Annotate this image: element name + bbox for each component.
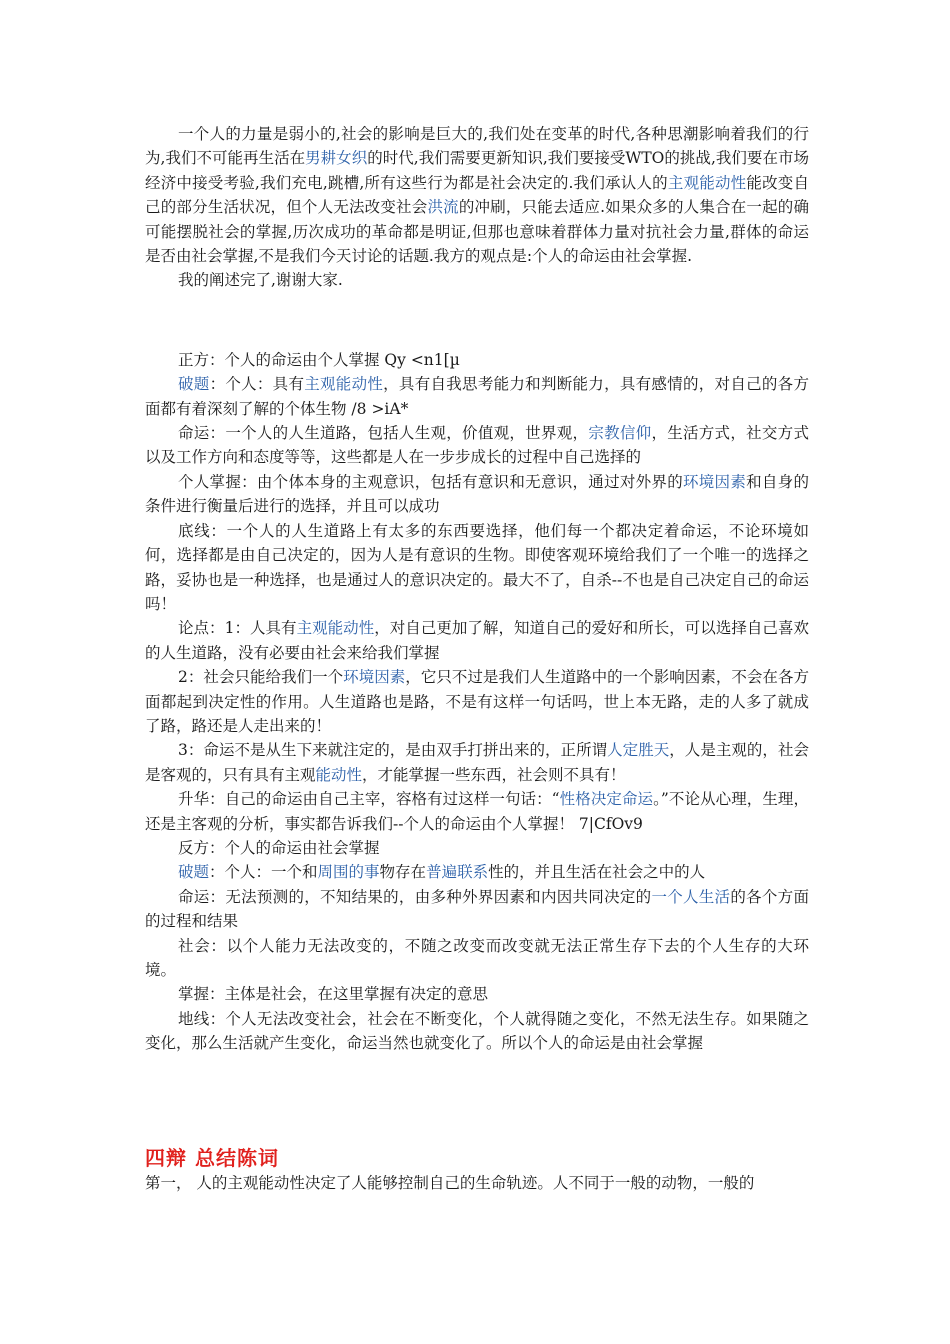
keyword-link[interactable]: 环境因素 [343,668,406,687]
paragraph [145,268,809,292]
paragraph-text: 的冲刷，只能去适应.如果众多的人集合在一起的确可能摆脱社会的掌握,历次成功的革命都是明证,但那也意味着群体力量对抗社会力量,群体的命运是否由社会掌握,不是我们今天讨论的话题.我方的观点是:个人的命运由社会掌握. [145,198,809,266]
paragraph-text: 论点：1：人具有 [178,619,297,638]
paragraph-text: 底线：一个人的人生道路上有太多的东西要选择，他们每一个都决定着命运，不论环境如何，选择都是由自己决定的，因为人是有意识的生物。即使客观环境给我们了一个唯一的选择之路，妥协也是一种选择，也是通过人的意识决定的。最大不了，自杀--不也是自己决定自己的命运吗！ [145,521,809,613]
paragraph-text: ，具有自我思考能力和判断能力，具有感情的，对自己的各方面都有着深刻了解的个体生物 /8 >iA* [145,375,809,418]
paragraph-text: 性的，并且生活在社会之中的人 [488,863,706,882]
keyword-link[interactable]: 人定胜天 [607,741,670,760]
paragraph-text: 的各个方面的过程和结果 [145,887,809,931]
paragraph-text: 能改变自己的部分生活状况，但个人无法改变社会 [145,173,809,217]
paragraph-text: 个人掌握：由个体本身的主观意识，包括有意识和无意识，通过对外界的 [178,472,683,491]
paragraph [145,421,809,470]
paragraph [145,1007,809,1056]
paragraph-text: 3：命运不是从生下来就注定的，是由双手打拼出来的，正所谓 [178,741,608,760]
keyword-link[interactable]: 能动性 [315,765,363,784]
paragraph [145,122,809,268]
paragraph-text: 反方：个人的命运由社会掌握 [178,838,380,857]
paragraph [145,860,809,884]
paragraph-text: 2：社会只能给我们一个 [178,668,344,687]
paragraph [145,348,809,372]
paragraph-text: ，人是主观的，社会是客观的，只有具有主观 [145,741,809,784]
paragraph-text: 地线：个人无法改变社会，社会在不断变化，个人就得随之变化，不然无法生存。如果随之变化，那么生活就产生变化，命运当然也就变化了。所以个人的命运是由社会掌握 [145,1009,809,1053]
keyword-link[interactable]: 破题 [178,863,210,882]
paragraph-text: 掌握：主体是社会，在这里掌握有决定的意思 [178,985,489,1004]
paragraph-text: 和自身的条件进行衡量后进行的选择，并且可以成功 [145,472,809,516]
paragraph [145,787,809,836]
keyword-link[interactable]: 周围的事 [317,863,380,882]
keyword-link[interactable]: 洪流 [427,198,459,217]
paragraph-text: ：个人：一个和 [209,863,318,882]
paragraph [145,934,809,983]
document-body [145,122,809,1056]
keyword-link[interactable]: 环境因素 [683,472,747,491]
keyword-link[interactable]: 主观能动性 [296,619,375,638]
paragraph-text: 命运：一个人的人生道路，包括人生观，价值观，世界观， [178,424,589,443]
paragraph [145,836,809,860]
paragraph-text: ，生活方式，社交方式以及工作方向和态度等等，这些都是人在一步步成长的过程中自己选择的 [145,424,809,467]
closing-line: 第一， 人的主观能动性决定了人能够控制自己的生命轨迹。人不同于一般的动物，一般的 [145,1174,755,1192]
keyword-link[interactable]: 宗教信仰 [588,424,652,443]
paragraph-gap [145,308,809,332]
paragraph [145,372,809,421]
paragraph [145,616,809,665]
paragraph-text: 的时代,我们需要更新知识,我们要接受WTO的挑战,我们要在市场经济中接受考验,我们充电,跳槽,所有这些行为都是社会决定的.我们承认人的 [145,149,809,192]
keyword-link[interactable]: 普遍联系 [426,863,489,882]
paragraph-text: 社会：以个人能力无法改变的，不随之改变而改变就无法正常生存下去的个人生存的大环境。 [145,936,809,979]
keyword-link[interactable]: 主观能动性 [304,375,384,394]
keyword-link[interactable]: 一个人生活 [651,887,731,906]
paragraph-text: 一个人的力量是弱小的,社会的影响是巨大的,我们处在变革的时代,各种思潮影响着我们的行为,我们不可能再生活在 [145,125,809,168]
paragraph-text: 正方：个人的命运由个人掌握 Qy <n1[µ [178,350,460,369]
paragraph [145,519,809,617]
paragraph-text: 物存在 [379,863,427,882]
paragraph [145,665,809,738]
keyword-link[interactable]: 男耕女织 [305,149,368,168]
paragraph-text: 。”不论从心理，生理，还是主客观的分析，事实都告诉我们--个人的命运由个人掌握！ 7|CfOv9 [145,790,809,833]
paragraph-text: ，才能掌握一些东西，社会则不具有！ [362,765,626,784]
paragraph [145,738,809,787]
paragraph [145,470,809,519]
paragraph-text: ，对自己更加了解，知道自己的爱好和所长，可以选择自己喜欢的人生道路，没有必要由社会来给我们掌握 [145,619,809,662]
keyword-link[interactable]: 主观能动性 [667,173,747,192]
keyword-link[interactable]: 性格决定命运 [559,790,654,809]
paragraph-text: ，它只不过是我们人生道路中的一个影响因素，不会在各方面都起到决定性的作用。人生道路也是路，不是有这样一句话吗，世上本无路，走的人多了就成了路，路还是人走出来的！ [145,668,809,735]
paragraph-text: ：个人：具有 [209,375,305,394]
paragraph [145,982,809,1006]
paragraph-text: 命运：无法预测的，不知结果的，由多种外界因素和内因共同决定的 [178,887,652,906]
paragraph-text: 升华：自己的命运由自己主宰，容格有过这样一句话：“ [178,790,560,809]
paragraph-text: 我的阐述完了,谢谢大家. [178,271,343,290]
paragraph [145,885,809,934]
section-heading: 四辩 总结陈词 [145,1146,279,1170]
keyword-link[interactable]: 破题 [178,375,210,394]
